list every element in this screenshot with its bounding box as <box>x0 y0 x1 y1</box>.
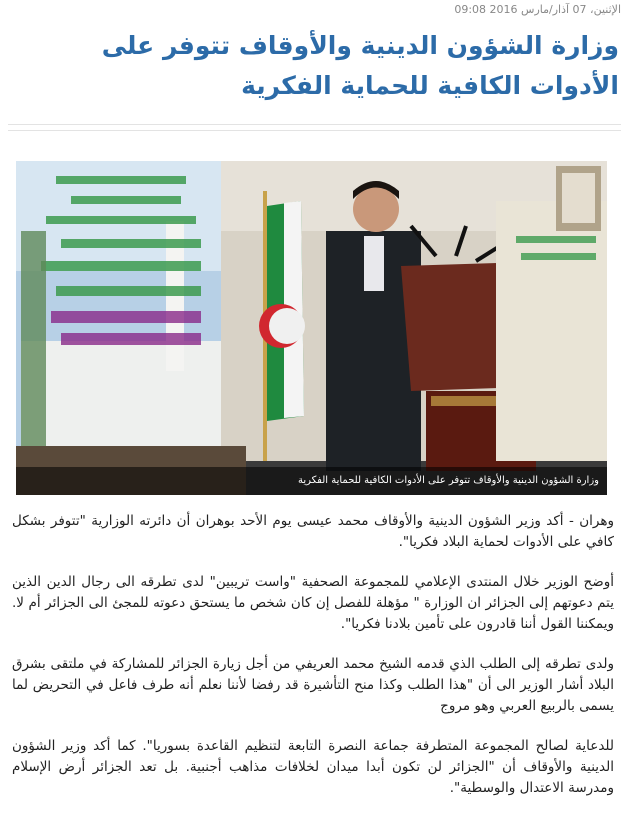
photo-caption: وزارة الشؤون الدينية والأوقاف تتوفر على الأدوات الكافية للحماية الفكرية <box>16 467 607 495</box>
article-photo[interactable] <box>16 161 607 495</box>
article-paragraph: للدعاية لصالح المجموعة المتطرفة جماعة النصرة التابعة لتنظيم القاعدة بسوريا". كما أكد وزير الشؤون الدينية والأوقاف أن "الجزائر لن تكون أبدا ميدان لخلافات مذاهب أجنبية. بل تعد الجزائر أرض الإسلام ومدرسة الاعتدال والوسطية". <box>12 738 614 796</box>
separator <box>8 124 621 131</box>
article-paragraph: أوضح الوزير خلال المنتدى الإعلامي للمجموعة الصحفية "واست تريبين" لدى تطرقه الى رجال الدين الذين يتم دعوتهم إلى الجزائر ان الوزارة " مؤهلة للفصل إن كان شخص ما يستحق دعوته للمجئ الى الجزائر أم لا. ويمكننا القول أننا قادرون على تأمين بلادنا فكريا". <box>12 574 614 632</box>
article-paragraph: ولدى تطرقه إلى الطلب الذي قدمه الشيخ محمد العريفي من أجل زيارة الجزائر للمشاركة في ملتقى بشرق البلاد أشار الوزير الى أن "هذا الطلب وكذا منح التأشيرة قد رفضا لأننا نعلم أنه طرف فاعل في التحريض لما يسمى بالربيع العربي وهو مروج <box>12 656 614 714</box>
article-paragraph: وهران - أكد وزير الشؤون الدينية والأوقاف محمد عيسى يوم الأحد بوهران أن دائرته الوزارية "تتوفر بشكل كافي على الأدوات لحماية البلاد فكريا". <box>12 513 614 550</box>
article-dateline: الإثنين، 07 آذار/مارس 2016 09:08 <box>454 3 621 16</box>
article-title[interactable]: وزارة الشؤون الدينية والأوقاف تتوفر على الأدوات الكافية للحماية الفكرية <box>101 31 619 100</box>
photo-illustration <box>16 161 607 495</box>
article-body <box>12 511 614 818</box>
